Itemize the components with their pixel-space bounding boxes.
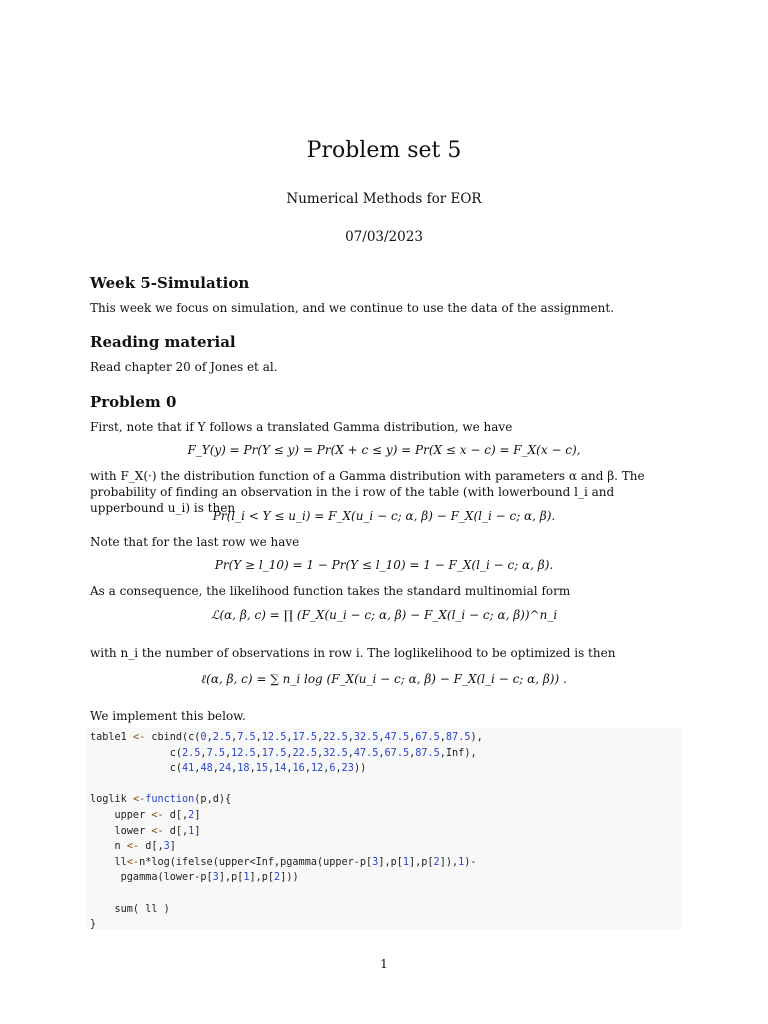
section-text-week: This week we focus on simulation, and we continue to use the data of the assignment. [90,301,615,315]
section-text-reading: Read chapter 20 of Jones et al. [90,360,278,374]
code-listing [86,728,682,935]
equation-1: F_Y(y) = Pr(Y ≤ y) = Pr(X + c ≤ y) = Pr(X ≤ x − c) = F_X(x − c), [187,443,581,457]
code-line: table1 <- cbind(c(0,2.5,7.5,12.5,17.5,22.5,32.5,47.5,67.5,87.5), [90,732,483,743]
equation-4: ℒ(α, β, c) = ∏ (F_X(u_i − c; α, β) − F_X(l_i − c; α, β))^n_i [210,608,558,622]
code-line: ll<-n*log(ifelse(upper<Inf,pgamma(upper-p[3],p[1],p[2]),1)- [90,856,477,868]
problem0-paragraph-6: We implement this below. [90,709,246,723]
code-line: lower <- d[,1] [90,825,201,837]
section-heading-problem0: Problem 0 [90,393,177,411]
code-line: c(41,48,24,18,15,14,16,12,6,23)) [90,763,367,775]
code-line: loglik <-function(p,d){ [90,794,232,806]
problem0-paragraph-5: with n_i the number of observations in row i. The loglikelihood to be optimized is then [90,646,616,660]
code-line: upper <- d[,2] [90,809,201,821]
problem0-paragraph-3: Note that for the last row we have [90,535,300,549]
problem0-paragraph-1: First, note that if Y follows a translated Gamma distribution, we have [90,420,513,434]
equation-5: ℓ(α, β, c) = ∑ n_i log (F_X(u_i − c; α, β) − F_X(l_i − c; α, β)) . [201,672,567,686]
code-line: pgamma(lower-p[3],p[1],p[2])) [90,872,299,884]
equation-2: Pr(l_i < Y ≤ u_i) = F_X(u_i − c; α, β) − F_X(l_i − c; α, β). [212,509,556,523]
problem0-paragraph-2: with F_X(·) the distribution function of a Gamma distribution with parameters α and β. The probability of finding an observation in the i row of the table (with lowerbound l_i and upperbound u_i) is then [90,469,645,515]
page-number: 1 [380,957,388,971]
problem0-paragraph-4: As a consequence, the likelihood function takes the standard multinomial form [90,584,571,598]
code-line: sum( ll ) [90,903,170,915]
code-line: } [90,919,97,931]
equation-3: Pr(Y ≥ l_10) = 1 − Pr(Y ≤ l_10) = 1 − F_X(l_i − c; α, β). [214,558,554,572]
code-line: c(2.5,7.5,12.5,17.5,22.5,32.5,47.5,67.5,87.5,Inf), [90,747,477,759]
document-subtitle: Numerical Methods for EOR [286,191,482,207]
code-block [86,728,682,930]
code-line: n <- d[,3] [90,841,176,853]
document-title: Problem set 5 [306,138,462,163]
section-heading-week: Week 5-Simulation [90,274,250,292]
section-heading-reading: Reading material [90,333,236,351]
document-date: 07/03/2023 [345,229,423,245]
